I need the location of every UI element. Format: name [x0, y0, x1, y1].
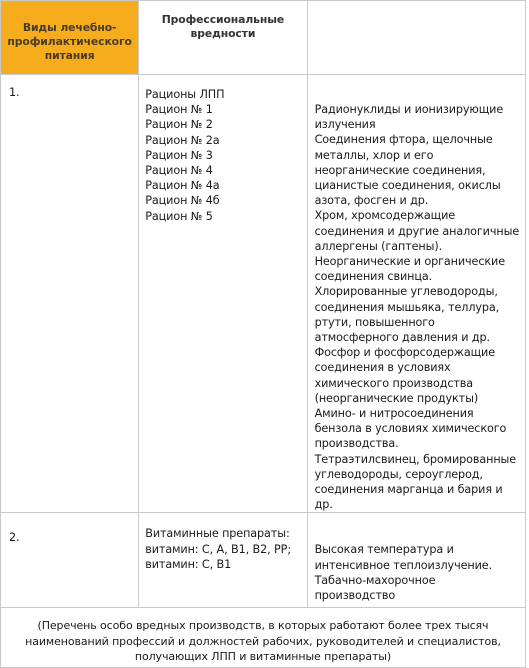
rations-list [139, 75, 306, 224]
ration-item: Рацион № 2 [145, 118, 213, 132]
header-col1-line: профилактического [7, 35, 132, 48]
hazard-line: соединения и другие аналогичные [314, 224, 520, 238]
ration-item: Рацион № 5 [145, 209, 213, 223]
hazard-line: цианистые соединения, окислы [314, 179, 501, 193]
hazard-line: производство [314, 589, 396, 603]
footnote-line: наименований профессий и должностей рабочих, руководителей и специалистов, [25, 634, 501, 648]
hazard-line: соединения мышьяка, теллура, [314, 300, 500, 314]
hazard-line: металлы, хлор и его [314, 148, 434, 162]
hazard-line: Табачно-махорочное [314, 573, 436, 587]
vitamin-item: витамин: С, В1 [145, 557, 232, 571]
hazard-line: бензола в условиях химического [314, 422, 507, 436]
hazard-line: Фосфор и фосфорсодержащие [314, 346, 495, 360]
header-col2-line: вредности [190, 27, 256, 40]
hazards-list [308, 75, 525, 512]
hazard-line: азота, фосген и др. [314, 194, 429, 208]
hazard-line: Радионуклиды и ионизирующие [314, 103, 504, 116]
ration-item: Рацион № 4а [145, 179, 220, 193]
hazard-line: соединения в условиях [314, 361, 451, 375]
header-nutrition-types [1, 1, 139, 75]
footnote-line: (Перечень особо вредных производств, в которых работают более трех тысяч [37, 619, 489, 633]
hazard-line: Амино- и нитросоединения [314, 407, 474, 421]
hazard-line: Хлорированные углеводороды, [314, 285, 498, 299]
rations-cell [139, 75, 307, 513]
hazard-line: атмосферного давления и др. [314, 331, 490, 345]
ration-item: Рацион № 4б [145, 194, 220, 208]
footnote-line: получающих ЛПП и витаминные препараты) [134, 649, 392, 663]
row-number: 1. [9, 86, 20, 99]
hazard-line: Высокая температура и [314, 543, 454, 557]
footnote-cell [1, 608, 526, 668]
ration-item: Рацион № 4 [145, 164, 213, 178]
vitamins-list [139, 513, 306, 572]
hazard-line: Соединения фтора, щелочные [314, 133, 493, 147]
header-col1-line: питания [44, 49, 95, 62]
hazard-line: излучения [314, 118, 376, 132]
hazards-list [308, 513, 525, 603]
hazard-line: Неорганические и органические [314, 255, 505, 269]
ration-item: Рацион № 1 [145, 103, 213, 117]
hazards-cell [307, 75, 525, 513]
ration-item: Рацион № 3 [145, 148, 213, 162]
table-row [1, 513, 526, 608]
table-row [1, 75, 526, 513]
header-col1-line: Виды лечебно- [22, 21, 117, 34]
header-col2-line: Профессиональные [161, 13, 285, 26]
footnote-row [1, 608, 526, 668]
ration-item: Рацион № 2а [145, 133, 220, 147]
row-number-cell [1, 75, 139, 513]
hazard-line: соединения марганца и бария и [314, 483, 503, 497]
row-number: 2. [9, 531, 20, 545]
hazard-line: Тетраэтилсвинец, бромированные [314, 452, 517, 466]
header-row [1, 1, 526, 75]
hazard-line: (неорганические продукты) [314, 391, 479, 405]
hazard-line: интенсивное теплоизлучение. [314, 558, 492, 572]
hazard-line: ртути, повышенного [314, 315, 435, 329]
hazard-line: химического производства [314, 376, 474, 390]
vitamins-cell [139, 513, 307, 608]
hazard-line: углеводороды, сероуглерод, [314, 467, 483, 481]
hazard-line: соединения свинца. [314, 270, 433, 284]
hazard-line: производства. [314, 437, 399, 451]
hazard-line: аллергены (гаптены). [314, 239, 443, 253]
hazard-line: др. [314, 498, 333, 512]
header-professional-hazards [139, 1, 307, 75]
hazard-line: Хром, хромсодержащие [314, 209, 456, 223]
vitamin-item: витамин: С, А, В1, В2, РР; [145, 542, 291, 556]
hazard-line: неорганические соединения, [314, 163, 486, 177]
row-number-cell [1, 513, 139, 608]
vitamin-item: Витаминные препараты: [145, 527, 290, 541]
header-empty-cell [307, 1, 525, 75]
hazards-cell [307, 513, 525, 608]
ration-item: Рационы ЛПП [145, 88, 225, 101]
